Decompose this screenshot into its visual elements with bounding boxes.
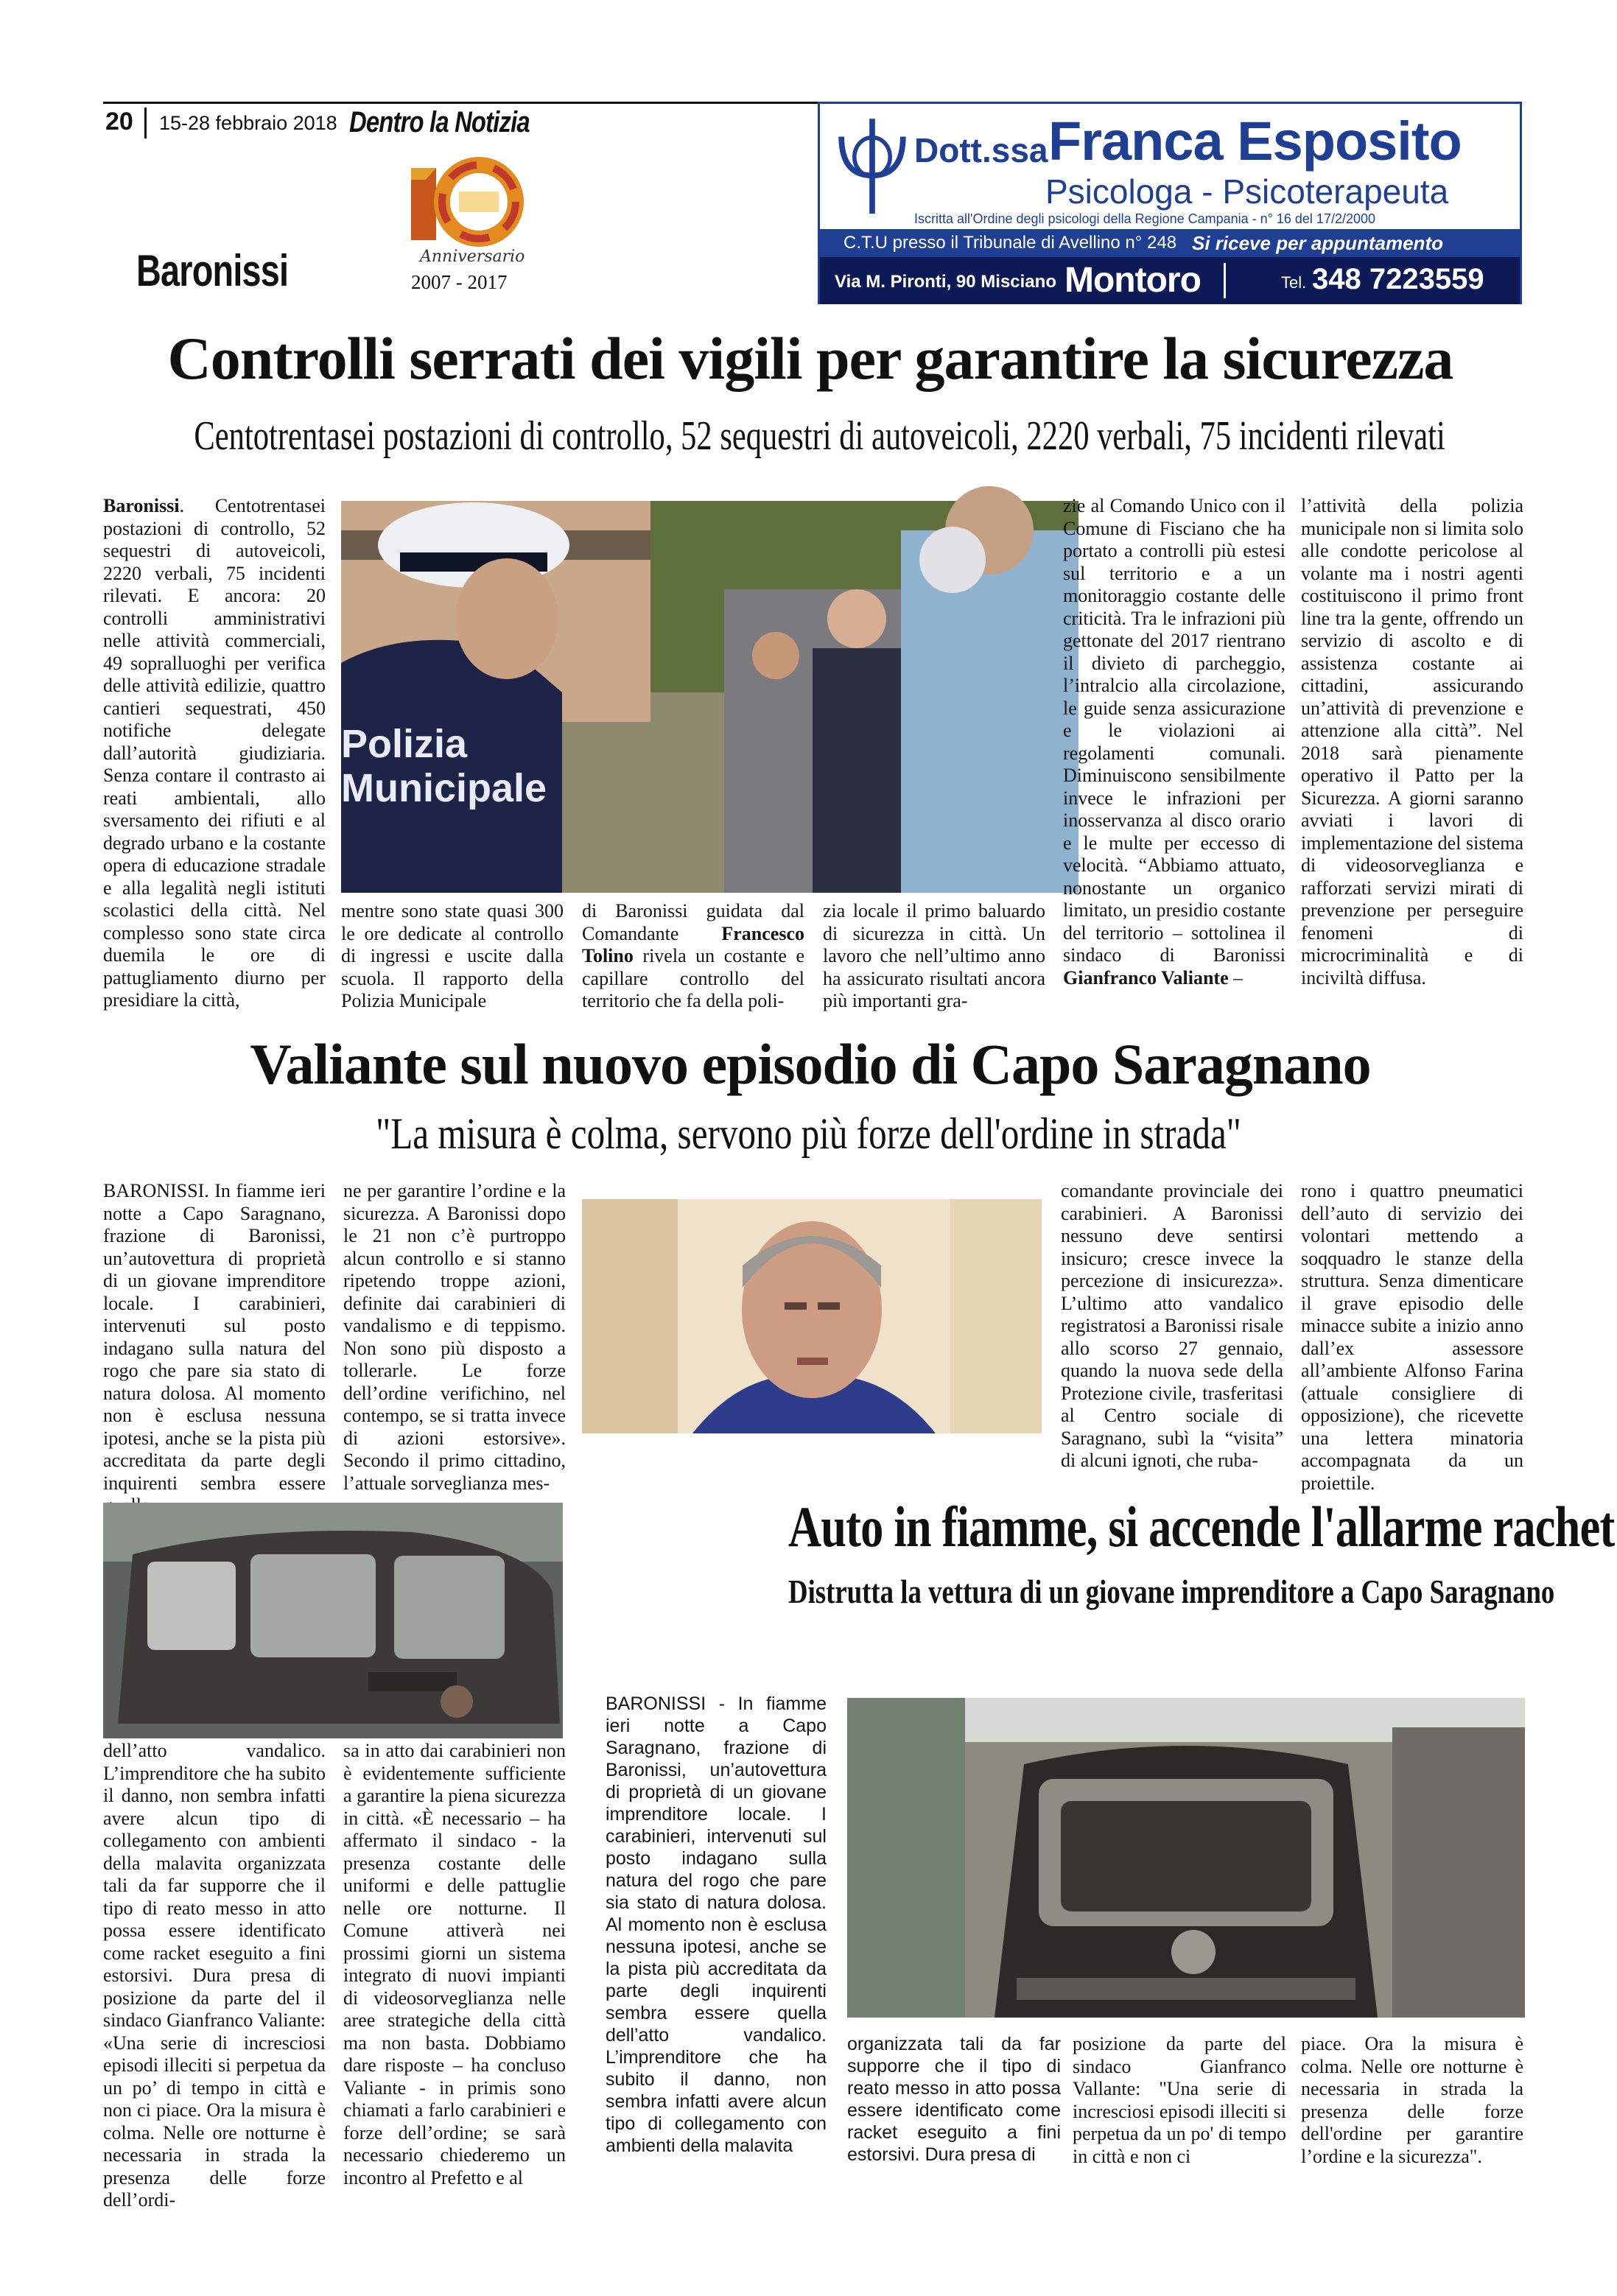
article1-col5-text-b: – [1228, 966, 1244, 989]
ad-address: Via M. Pironti, 90 Misciano [835, 272, 1056, 292]
article1-col3-text-b: rivela un costante e capillare controllo del territorio che fa della poli- [582, 945, 804, 1011]
article2-col2: ne per garantire l’ordine e la sicurezza. A Baronissi dopo le 21 non c’è purtroppo alcun controllo e si stanno ripetendo troppe azioni, definite dai carabinieri di vandalismo e di teppismo. Non sono più disposto a tollerarle. Le forze dell’ordine verifichino, nel contempo, se si tratta invece di azioni estorsive». Secondo il primo cittadino, l’attuale sorveglianza mes- [343, 1180, 566, 1494]
section-title: Baronissi [136, 246, 289, 295]
comandante-name: Francesco Tolino [582, 922, 804, 966]
ad-appointment: Si riceve per appuntamento [1192, 232, 1443, 254]
article3-col3: BARONISSI - In fiamme ieri notte a Capo Saragnano, frazione di Baronissi, un’autovettura di proprietà di un giovane imprenditore locale. I carabinieri, intervenuti sul posto indagano sulla natura del rogo che pare sia stato di natura dolosa. Al momento non è esclusa nessuna ipotesi, anche se la pista più accreditata da parte degli inquirenti sembra essere quella dell’atto vandalico. L’imprenditore che ha subito il danno, non sembra infatti avere alcun tipo di collegamento con ambienti della malavita [606, 1693, 827, 2156]
article1-col3 [582, 900, 804, 1015]
ad-phone: 348 7223559 [1312, 263, 1484, 295]
article3-col4: organizzata tali da far supporre che il tipo di reato messo in atto possa essere identificato come racket eseguito a fini estorsivi. Dura presa di [847, 2034, 1061, 2165]
article2-subheadline: "La misura è colma, servono più forze dell'ordine in strada" [376, 1109, 1241, 1158]
article1-col4: zia locale il primo baluardo di sicurezza in città. Un lavoro che nell’ultimo anno ha assicurato risultati ancora più importanti gra- [823, 900, 1045, 1011]
article3-subheadline: Distrutta la vettura di un giovane imprenditore a Capo Saragnano [788, 1573, 1555, 1610]
burned-car-photo-right [847, 1698, 1525, 2018]
police-photo [341, 501, 1078, 893]
burned-car-photo-left [103, 1503, 563, 1738]
ad-ctu: C.T.U presso il Tribunale di Avellino n° 248 [843, 233, 1177, 253]
article1-headline: Controlli serrati dei vigili per garantire la sicurezza [167, 325, 1453, 392]
anniversary-logo [398, 153, 538, 301]
ad-name: Franca Esposito [1048, 110, 1462, 172]
valiante-portrait-photo [582, 1199, 1042, 1433]
article1-col1 [103, 495, 326, 1015]
ad-city: Montoro [1064, 261, 1201, 300]
header-top-rule [103, 102, 818, 104]
anniversary-label: Anniversario [420, 247, 525, 266]
article3-col1: dell’atto vandalico. L’imprenditore che ha subito il danno, non sembra infatti avere alcun tipo di collegamento con ambienti della malavita organizzata tali da far supporre che il tipo di reato messo in atto possa essere identificato come racket eseguito a fini estorsivi. Dura presa di posizione da parte del il sindaco Gianfranco Valiante: «Una serie di incresciosi episodi illeciti si perpetua da un po’ di tempo in città e non ci piace. Ora la misura è colma. Nelle ore notturne è necessaria in strada la presenza delle forze dell’ordi- [103, 1740, 326, 2211]
article1-col5 [1063, 495, 1285, 1015]
article2-col3: comandante provinciale dei carabinieri. A Baronissi nessuno deve sentirsi insicuro; cresce invece la percezione di insicurezza». L’ultimo atto vandalico registratosi a Baronissi risale allo scorso 27 gennaio, quando la nuova sede della Protezione civile, trasferitasi al Centro sociale di Saragnano, subì la “visita” di alcuni ignoti, che ruba- [1061, 1180, 1283, 1471]
article2-headline: Valiante sul nuovo episodio di Capo Saragnano [250, 1032, 1371, 1096]
article3-col2: sa in atto dai carabinieri non è evidentemente sufficiente a garantire la piena sicurezza in città. «È necessario – ha affermato il sindaco - la presenza costante delle uniformi e delle pattuglie nelle ore notturne. Il Comune attiverà nei prossimi giorni un sistema integrato di nuovi impianti di videosorveglianza nelle aree strategiche della città ma non basta. Dobbiamo dare risposte – ha concluso Valiante - in primis sono chiamati a farlo carabinieri e forze dell’ordine; se sarà necessario chiederemo un incontro al Prefetto e al [343, 1740, 566, 2188]
page-number: 20 [105, 108, 133, 136]
issue-date: 15-28 febbraio 2018 [159, 112, 337, 134]
article1-col3-text-a: di Baronissi guidata dal Comandante [582, 900, 804, 944]
ad-registration: Iscritta all'Ordine degli psicologi della Regione Campania - n° 16 del 17/2/2000 [914, 211, 1376, 226]
article3-headline: Auto in fiamme, si accende l'allarme rachet [788, 1495, 1615, 1559]
article1-col5-text-a: zie al Comando Unico con il Comune di Fisciano che ha portato a controlli più estesi sul territorio e a un monitoraggio costante delle criticità. Tra le infrazioni più gettonate del 2017 rientrano il divieto di parcheggio, l’intralcio alla circolazione, le guide senza assicurazione e le violazioni ai regolamenti comunali. Diminuiscono sensibilmente invece le infrazioni per inosservanza al disco orario e le multe per eccesso di velocità. “Abbiamo attuato, nonostante un organico limitato, un presidio costante del territorio – sottolinea il sindaco di Baronissi [1063, 495, 1285, 966]
ad-ctu-band [820, 229, 1520, 257]
article1-lead: Baronissi [103, 495, 180, 516]
sindaco-name: Gianfranco Valiante [1063, 966, 1229, 989]
article2-col1: BARONISSI. In fiamme ieri notte a Capo Saragnano, frazione di Baronissi, un’autovettura di proprietà di un giovane imprenditore locale. I carabinieri, intervenuti sul posto indagano sulla natura del rogo che pare sia stato di natura dolosa. Al momento non è esclusa nessuna ipotesi, anche se la pista più accreditata da parte degli inquirenti sembra essere [103, 1180, 326, 1494]
masthead-title: Dentro la Notizia [349, 106, 530, 138]
article3-col6: piace. Ora la misura è colma. Nelle ore notturne è necessaria in strada la presenza delle forze dell'ordine per garantire l’ordine e la sicurezza". [1301, 2033, 1523, 2167]
anniversary-years: 2007 - 2017 [411, 271, 508, 293]
ad-address-band [820, 257, 1520, 304]
article1-col1-text: . Centotrentasei postazioni di controllo, 52 sequestri di autoveicoli, 2220 verbali, 75 incidenti rilevati. E ancora: 20 controlli amministrativi nelle attività commerciali, 49 sopralluoghi per verifica delle attività edilizie, quattro cantieri sequestrati, 450 notifiche delegate dall’autorità giudiziaria. Senza contare il contrasto ai reati ambientali, allo sversamento dei rifiuti e al degrado urbano e la costante opera di educazione stradale e alla legalità negli istituti scolastici della città. Nel complesso sono state circa duemila le ore di pattugliamento diurno per presidiare la città, [103, 495, 326, 1011]
ad-profession: Psicologa - Psicoterapeuta [1045, 172, 1449, 211]
ad-box [818, 102, 1522, 304]
ad-divider [1224, 263, 1226, 298]
article2-col4: rono i quattro pneumatici dell’auto di servizio dei volontari mettendo a soqquadro le stanze della struttura. Senza dimenticare il grave episodio delle minacce subite a inizio anno dall’ex assessore all’ambiente Alfonso Farina (attuale consigliere di opposizione), che ricevette una lettera minatoria accompagnata da un proiettile. [1301, 1180, 1523, 1494]
psi-logo-icon [832, 110, 913, 220]
article3-col5: posizione da parte del sindaco Gianfranco Vallante: "Una serie di incresciosi episodi illeciti si perpetua da un po' di tempo in città e non ci [1073, 2033, 1286, 2167]
article1-subheadline: Centotrentasei postazioni di controllo, 52 sequestri di autoveicoli, 2220 verbali, 75 incidenti rilevati [194, 413, 1445, 459]
article1-col6: l’attività della polizia municipale non si limita solo alle condotte pericolose al volante ma i nostri agenti costituiscono il primo front line tra la gente, offrendo un servizio di ascolto e di assistenza costante ai cittadini, assicurando un’attività di prevenzione e attenzione alla città”. Nel 2018 sarà pienamente operativo il Patto per la Sicurezza. A giorni saranno avviati i lavori di implementazione del sistema di videosorveglianza e rafforzati servizi mirati di prevenzione per perseguire fenomeni di microcriminalità e di inciviltà diffusa. [1301, 495, 1523, 989]
ad-tel-label: Tel. [1281, 273, 1307, 292]
page-number-divider [144, 108, 147, 138]
ad-title-prefix: Dott.ssa [914, 131, 1048, 169]
article1-col2: mentre sono state quasi 300 le ore dedicate al controllo di ingressi e uscite dalla scuola. Il rapporto della Polizia Municipale [341, 900, 564, 1011]
police-vest-text: Polizia Municipale [341, 722, 547, 810]
